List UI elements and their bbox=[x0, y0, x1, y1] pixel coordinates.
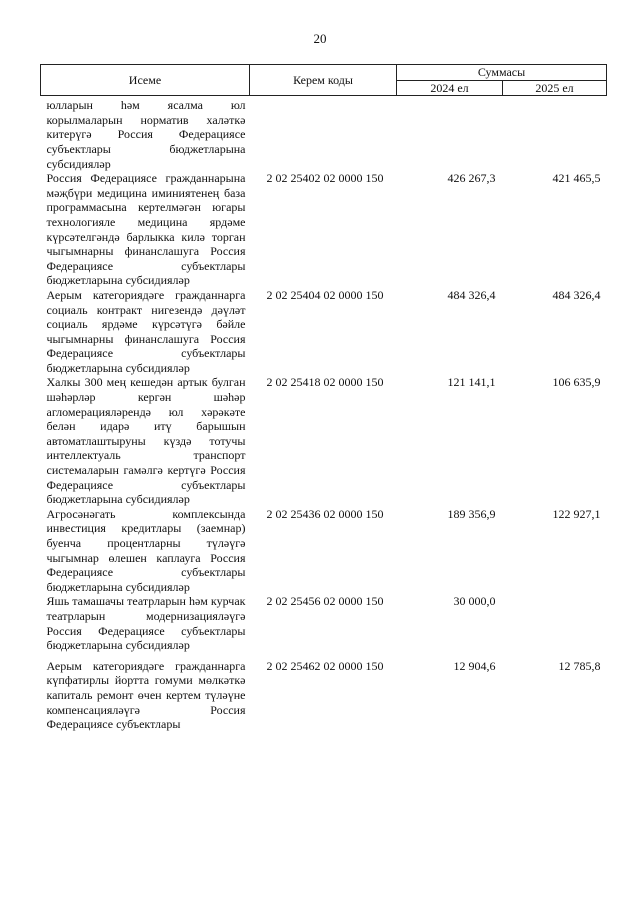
row-name: Аерым категориядәге гражданнарга күпфатирлы йортта гомуми мөлкәткә капиталь ремонт өчен кертем түләүне компенсацияләүгә Россия Федерациясе субъектлары bbox=[46, 658, 246, 732]
row-code: 2 02 25436 02 0000 150 bbox=[266, 506, 384, 521]
column-header-year-2024: 2024 ел bbox=[397, 80, 503, 96]
row-value-2025: 106 635,9 bbox=[552, 375, 601, 390]
row-code: 2 02 25402 02 0000 150 bbox=[266, 171, 384, 186]
table-body bbox=[41, 96, 607, 732]
table-row bbox=[41, 375, 607, 506]
row-name: Яшь тамашачы театрларын һәм курчак театрларын модернизацияләүгә Россия Федерациясе субъектлары бюджетларына субсидияләр bbox=[46, 594, 246, 653]
row-code: 2 02 25404 02 0000 150 bbox=[266, 287, 384, 302]
table-row bbox=[41, 288, 607, 376]
row-value-2025 bbox=[503, 594, 607, 652]
row-code: 2 02 25456 02 0000 150 bbox=[266, 594, 384, 609]
row-code: 2 02 25418 02 0000 150 bbox=[266, 375, 384, 390]
budget-table bbox=[40, 64, 607, 732]
row-name: Халкы 300 мең кешедән артык булган шәһәрләр кергән шәһәр агломерацияләрендә юл хәрәкәте белән идарә итү барышын автоматлаштыруны күздә тотучы интеллектуаль транспорт системаларын гамәлгә кертүгә Россия Федерациясе субъектлары бюджетларына субсидияләр bbox=[46, 375, 246, 507]
page-number: 20 bbox=[313, 31, 327, 46]
table-row bbox=[41, 653, 607, 732]
column-header-sum: Суммасы bbox=[397, 65, 607, 81]
table-header bbox=[41, 65, 607, 96]
row-value-2025 bbox=[503, 96, 607, 171]
row-value-2024: 189 356,9 bbox=[447, 506, 496, 521]
row-value-2025: 421 465,5 bbox=[552, 171, 601, 186]
row-value-2024 bbox=[397, 96, 503, 171]
row-value-2024: 484 326,4 bbox=[447, 287, 496, 302]
table-row bbox=[41, 171, 607, 288]
row-code bbox=[250, 96, 397, 171]
column-header-year-2025: 2025 ел bbox=[503, 80, 607, 96]
row-name: юлларын һәм ясалма юл корылмаларын норматив халәткә китерүгә Россия Федерациясе субъектлары бюджетларына субсидияләр bbox=[46, 98, 246, 171]
row-name: Агросәнәгать комплексында инвестиция кредитлары (заемнар) буенча процентларны түләүгә чыгымнар өлешен каплауга Россия Федерациясе субъектлары бюджетларына субсидияләр bbox=[46, 506, 246, 594]
row-value-2024: 426 267,3 bbox=[447, 171, 496, 186]
row-value-2024: 12 904,6 bbox=[453, 658, 496, 673]
row-name: Аерым категориядәге гражданнарга социаль контракт нигезендә дәүләт социаль ярдәме күрсәтүгә бәйле чыгымнарны финанслашуга Россия Федерациясе субъектлары бюджетларына субсидияләр bbox=[46, 287, 246, 375]
row-value-2025: 484 326,4 bbox=[552, 287, 601, 302]
row-code: 2 02 25462 02 0000 150 bbox=[266, 658, 384, 673]
column-header-code: Керем коды bbox=[250, 65, 397, 96]
row-value-2025: 122 927,1 bbox=[552, 506, 601, 521]
table-row bbox=[41, 96, 607, 171]
row-name: Россия Федерациясе гражданнарына мәҗбүри медицина иминиятенең база программасына кертелмәгән югары технологияле медицина ярдәме күрсәтелгәндә барлыкка килә торган чыгымнарны финанслашуга Россия Федерациясе субъектлары бюджетларына субсидияләр bbox=[46, 171, 246, 288]
table-row bbox=[41, 507, 607, 595]
row-value-2024: 30 000,0 bbox=[453, 594, 496, 609]
row-value-2024: 121 141,1 bbox=[447, 375, 496, 390]
row-value-2025: 12 785,8 bbox=[558, 658, 601, 673]
table-row bbox=[41, 594, 607, 652]
column-header-name: Исеме bbox=[41, 65, 250, 96]
